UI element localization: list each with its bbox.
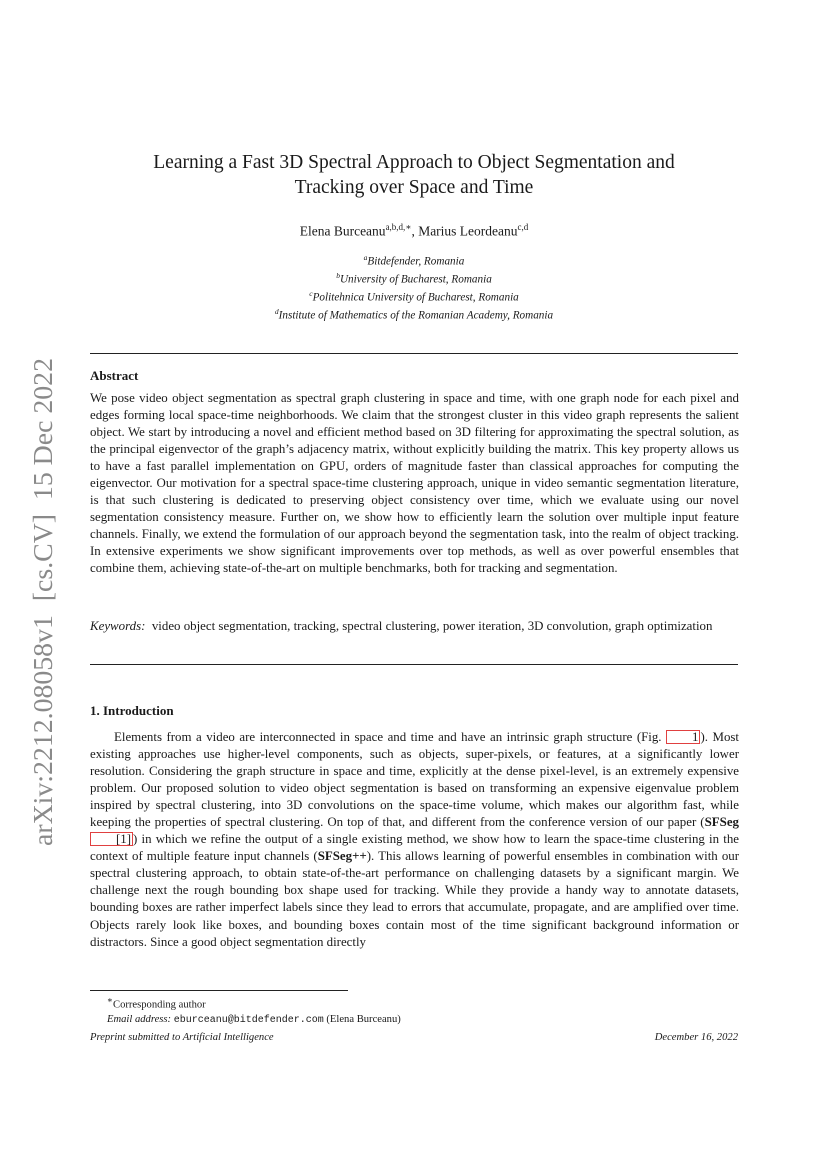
paper-title [90, 150, 738, 200]
email-label: Email address: [107, 1014, 172, 1026]
footnote [107, 993, 401, 1029]
author-separator: , [411, 223, 419, 239]
keywords-text: video object segmentation, tracking, spectral clustering, power iteration, 3D convolution, graph optimization [151, 619, 713, 633]
affiliations [90, 251, 738, 323]
title-line-1: Learning a Fast 3D Spectral Approach to Object Segmentation and [153, 152, 675, 173]
intro-text-4: ). This allows learning of powerful ensembles in combination with our spectral clustering approach, to obtain state-of-the-art performance on challenging datasets by a significant margin. We challenge next the rough bounding box shape used for tracking. While they provide a handy way to annotate datasets, bounding boxes are rather imperfect labels since they lead to errors that accumulate, propagate, and are amplified over time. Objects rarely look like boxes, and bounding boxes contain most of the time significant background information or distractors. Since a good object segmentation directly [90, 849, 739, 949]
authors [90, 222, 738, 240]
affil-text: Institute of Mathematics of the Romanian Academy, Romania [278, 309, 554, 322]
abstract-text: We pose video object segmentation as spectral graph clustering in space and time, with one graph node for each pixel and edges forming local space-time neighborhoods. We claim that the strongest cluster in this video graph represents the salient object. We start by introducing a novel and efficient method based on 3D filtering for approximating the spectral solution, as the principal eigenvector of the graph’s adjacency matrix, without explicitly building the matrix. This key property allows us to have a fast parallel implementation on GPU, orders of magnitude faster than classical approaches for computing the eigenvector. Our motivation for a spectral space-time clustering approach, unique in video semantic segmentation literature, is that such clustering is dedicated to preserving object consistency over time, which we evaluate using our novel segmentation consistency measure. Further on, we show how to efficiently learn the solution over multiple input feature channels. Finally, we extend the formulation of our approach beyond the segmentation task, into the realm of object tracking. In extensive experiments we show significant improvements over top methods, as well as over powerful ensembles that combine them, achieving state-of-the-art on multiple benchmarks, both for tracking and segmentation. [90, 391, 739, 576]
affiliation-c [90, 287, 738, 305]
affil-mark: c [309, 289, 313, 299]
affil-text: Politehnica University of Bucharest, Romania [312, 291, 519, 304]
footnote-corresponding [107, 993, 401, 1013]
section-heading: 1. Introduction [90, 703, 174, 718]
footer-date: December 16, 2022 [654, 1032, 738, 1043]
footnote-email [107, 1013, 401, 1029]
method-name-sfseg: SFSeg [704, 815, 739, 830]
author-1-affil: a,b,d,∗ [385, 222, 412, 232]
affil-text: Bitdefender, Romania [367, 255, 465, 268]
footnote-corr-text: Corresponding author [113, 999, 206, 1011]
affil-mark: a [363, 253, 368, 262]
figure-ref-link[interactable]: 1 [666, 730, 700, 744]
intro-paragraph [90, 729, 739, 951]
keywords-label: Keywords: [90, 619, 146, 633]
email-owner: (Elena Burceanu) [323, 1014, 401, 1026]
affiliation-a [90, 251, 738, 269]
affil-mark: b [336, 271, 340, 281]
arxiv-stamp-text: arXiv:2212.08058v1 [cs.CV] 15 Dec 2022 [28, 372, 58, 846]
arxiv-side-stamp [20, 358, 60, 848]
affil-text: University of Bucharest, Romania [339, 273, 492, 286]
affiliation-d [90, 305, 738, 323]
intro-text-3: ) in which we refine the output of a single existing method, we show how to learn the space-time clustering in the context of multiple feature input channels ( [90, 832, 739, 864]
email-address[interactable]: eburceanu@bitdefender.com [173, 1015, 324, 1027]
citation-link[interactable]: [1] [90, 832, 133, 846]
author-2: Marius Leordeanu [418, 223, 518, 239]
author-1: Elena Burceanu [299, 223, 386, 239]
footer-journal: Preprint submitted to Artificial Intelligence [90, 1032, 274, 1043]
intro-text-2: ). Most existing approaches use higher-level components, such as objects, super-pixels, or features, at a significantly lower resolution. Considering the graph structure in space and time, explicitly at the dense pixel-level, is an extremely expensive problem. Our proposed solution to video object segmentation is based on transforming an expensive eigenvalue problem inspired by spectral clustering, into 3D convolutions on the space-time volume, which makes our algorithm fast, while keeping the properties of spectral clustering. On top of that, and different from the conference version of our paper ( [90, 730, 739, 830]
top-divider [90, 353, 738, 354]
abstract-heading: Abstract [90, 368, 139, 383]
affil-mark: d [274, 307, 279, 317]
keywords [90, 618, 739, 635]
footnote-star: ∗ [107, 995, 114, 1005]
title-line-2: Tracking over Space and Time [294, 177, 534, 198]
footnote-rule [90, 990, 348, 991]
intro-text-1: Elements from a video are interconnected in space and time and have an intrinsic graph structure (Fig. [114, 730, 667, 744]
bottom-divider [90, 664, 738, 665]
author-2-affil: c,d [517, 222, 529, 232]
method-name-sfsegpp: SFSeg++ [317, 849, 367, 864]
affiliation-b [90, 269, 738, 287]
